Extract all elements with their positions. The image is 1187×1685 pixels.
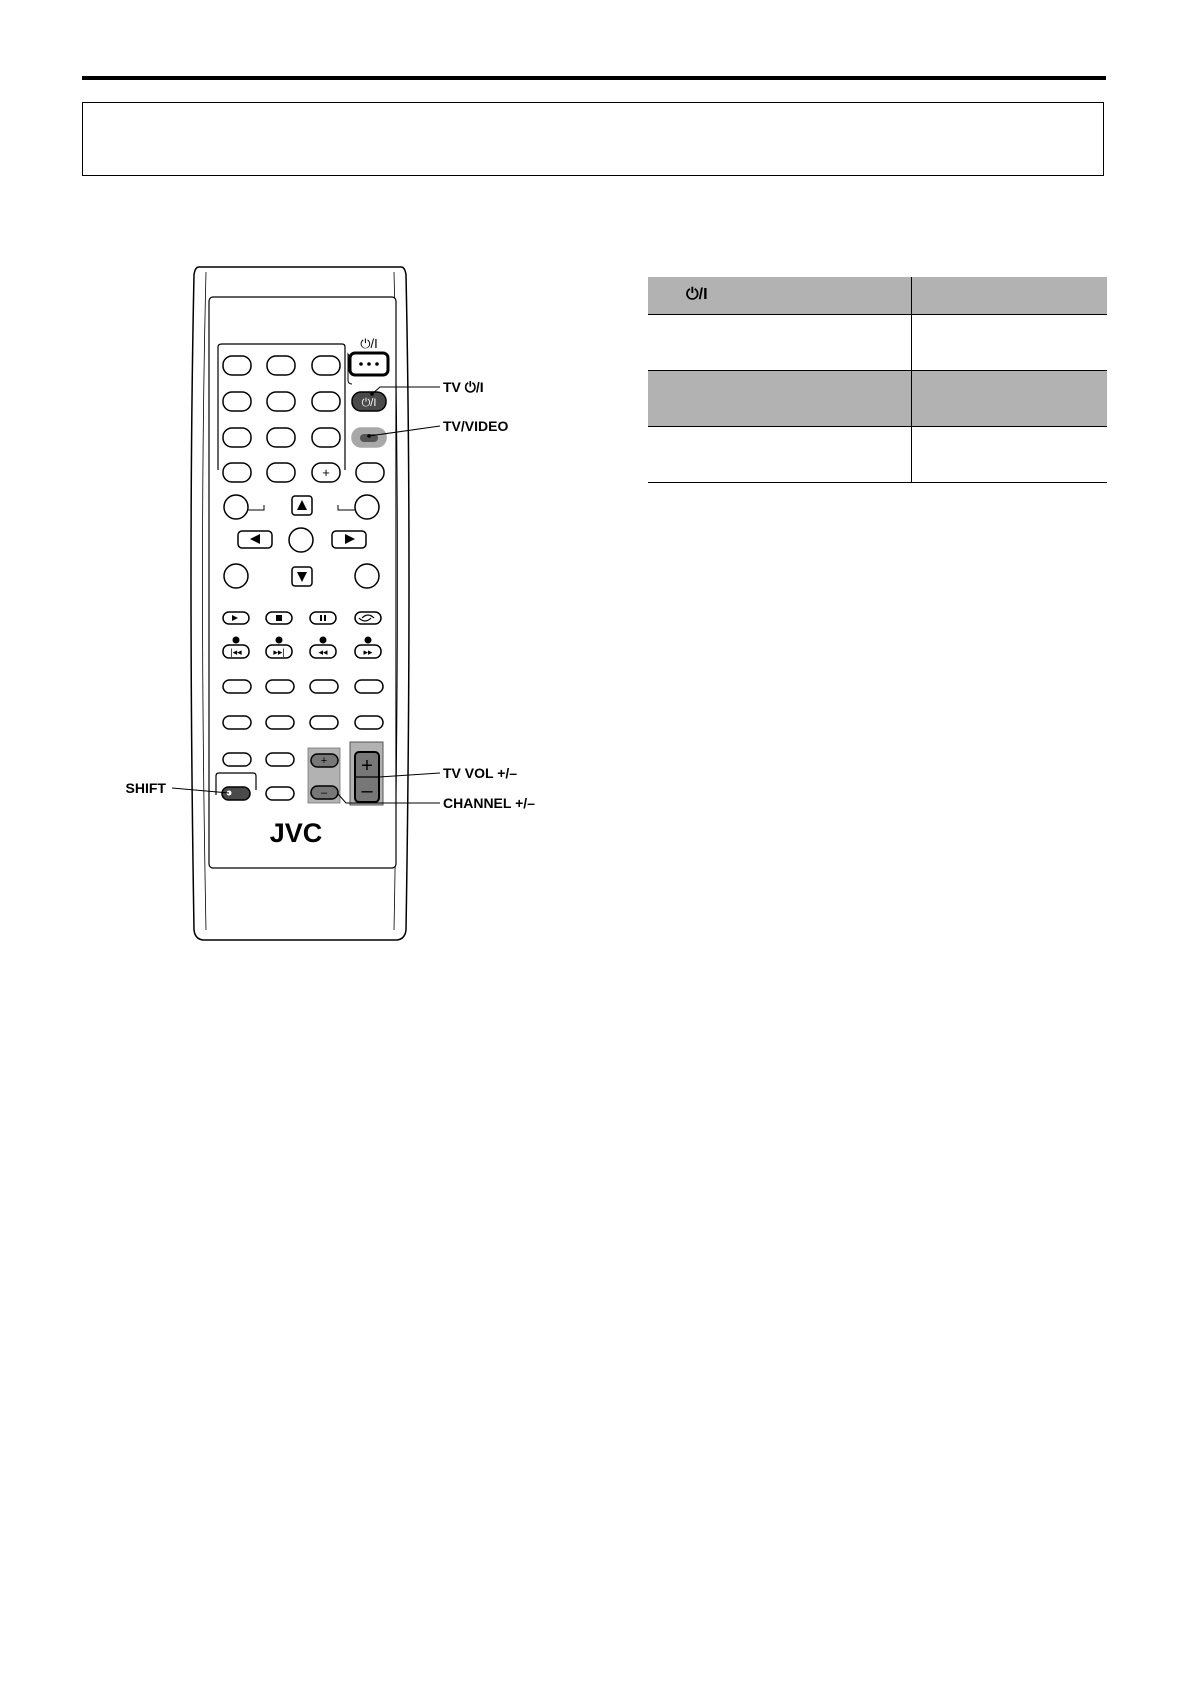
nav-right-round [355, 495, 379, 519]
table-header-cell-1 [648, 277, 911, 314]
svg-text:+: + [361, 755, 373, 777]
nav-left-round [224, 495, 248, 519]
key-right-small [356, 463, 384, 482]
callout-tv-power: TV ⏻/I [443, 379, 484, 395]
key-3 [312, 356, 340, 375]
power-icon: ⏻/I [686, 286, 708, 304]
function-table [648, 277, 1107, 483]
table-header-cell-2 [911, 277, 1107, 314]
svg-text:▸▸|: ▸▸| [273, 647, 285, 657]
key-0 [267, 463, 295, 482]
svg-text:▸▸: ▸▸ [363, 647, 373, 657]
shift-key [222, 787, 250, 800]
power-key-label: ⏻/I [360, 336, 378, 351]
key-5 [267, 392, 295, 411]
table-cell [648, 370, 911, 426]
nav-bottom-right [355, 564, 379, 588]
brand-logo: JVC [269, 818, 323, 848]
table-row [648, 370, 1107, 426]
svg-text:◂◂: ◂◂ [318, 647, 328, 657]
key-8 [267, 428, 295, 447]
repeat-key [355, 612, 381, 624]
svg-text:–: – [320, 787, 328, 799]
table-cell [648, 314, 911, 370]
key-4 [223, 392, 251, 411]
key-1 [223, 356, 251, 375]
svg-text:|◂◂: |◂◂ [230, 647, 242, 657]
pause-key [310, 612, 336, 624]
pad-plus-label: + [322, 465, 330, 480]
svg-text:⏻/I: ⏻/I [361, 397, 377, 409]
callout-tv-video: TV/VIDEO [443, 418, 509, 434]
callout-channel: CHANNEL +/– [443, 795, 535, 811]
table-cell [648, 426, 911, 482]
key-2 [267, 356, 295, 375]
callout-shift: SHIFT [125, 780, 166, 796]
nav-bottom-left [224, 564, 248, 588]
callout-tv-vol: TV VOL +/– [443, 765, 518, 781]
svg-text:–: – [361, 780, 373, 802]
table-row [648, 426, 1107, 482]
table-cell [911, 426, 1107, 482]
table-cell [911, 314, 1107, 370]
key-9 [312, 428, 340, 447]
key-10 [223, 463, 251, 482]
table-cell [911, 370, 1107, 426]
svg-text:+: + [320, 755, 328, 767]
key-6 [312, 392, 340, 411]
table-row [648, 314, 1107, 370]
key-7 [223, 428, 251, 447]
table-header-row [648, 277, 1107, 314]
nav-center [289, 528, 313, 552]
